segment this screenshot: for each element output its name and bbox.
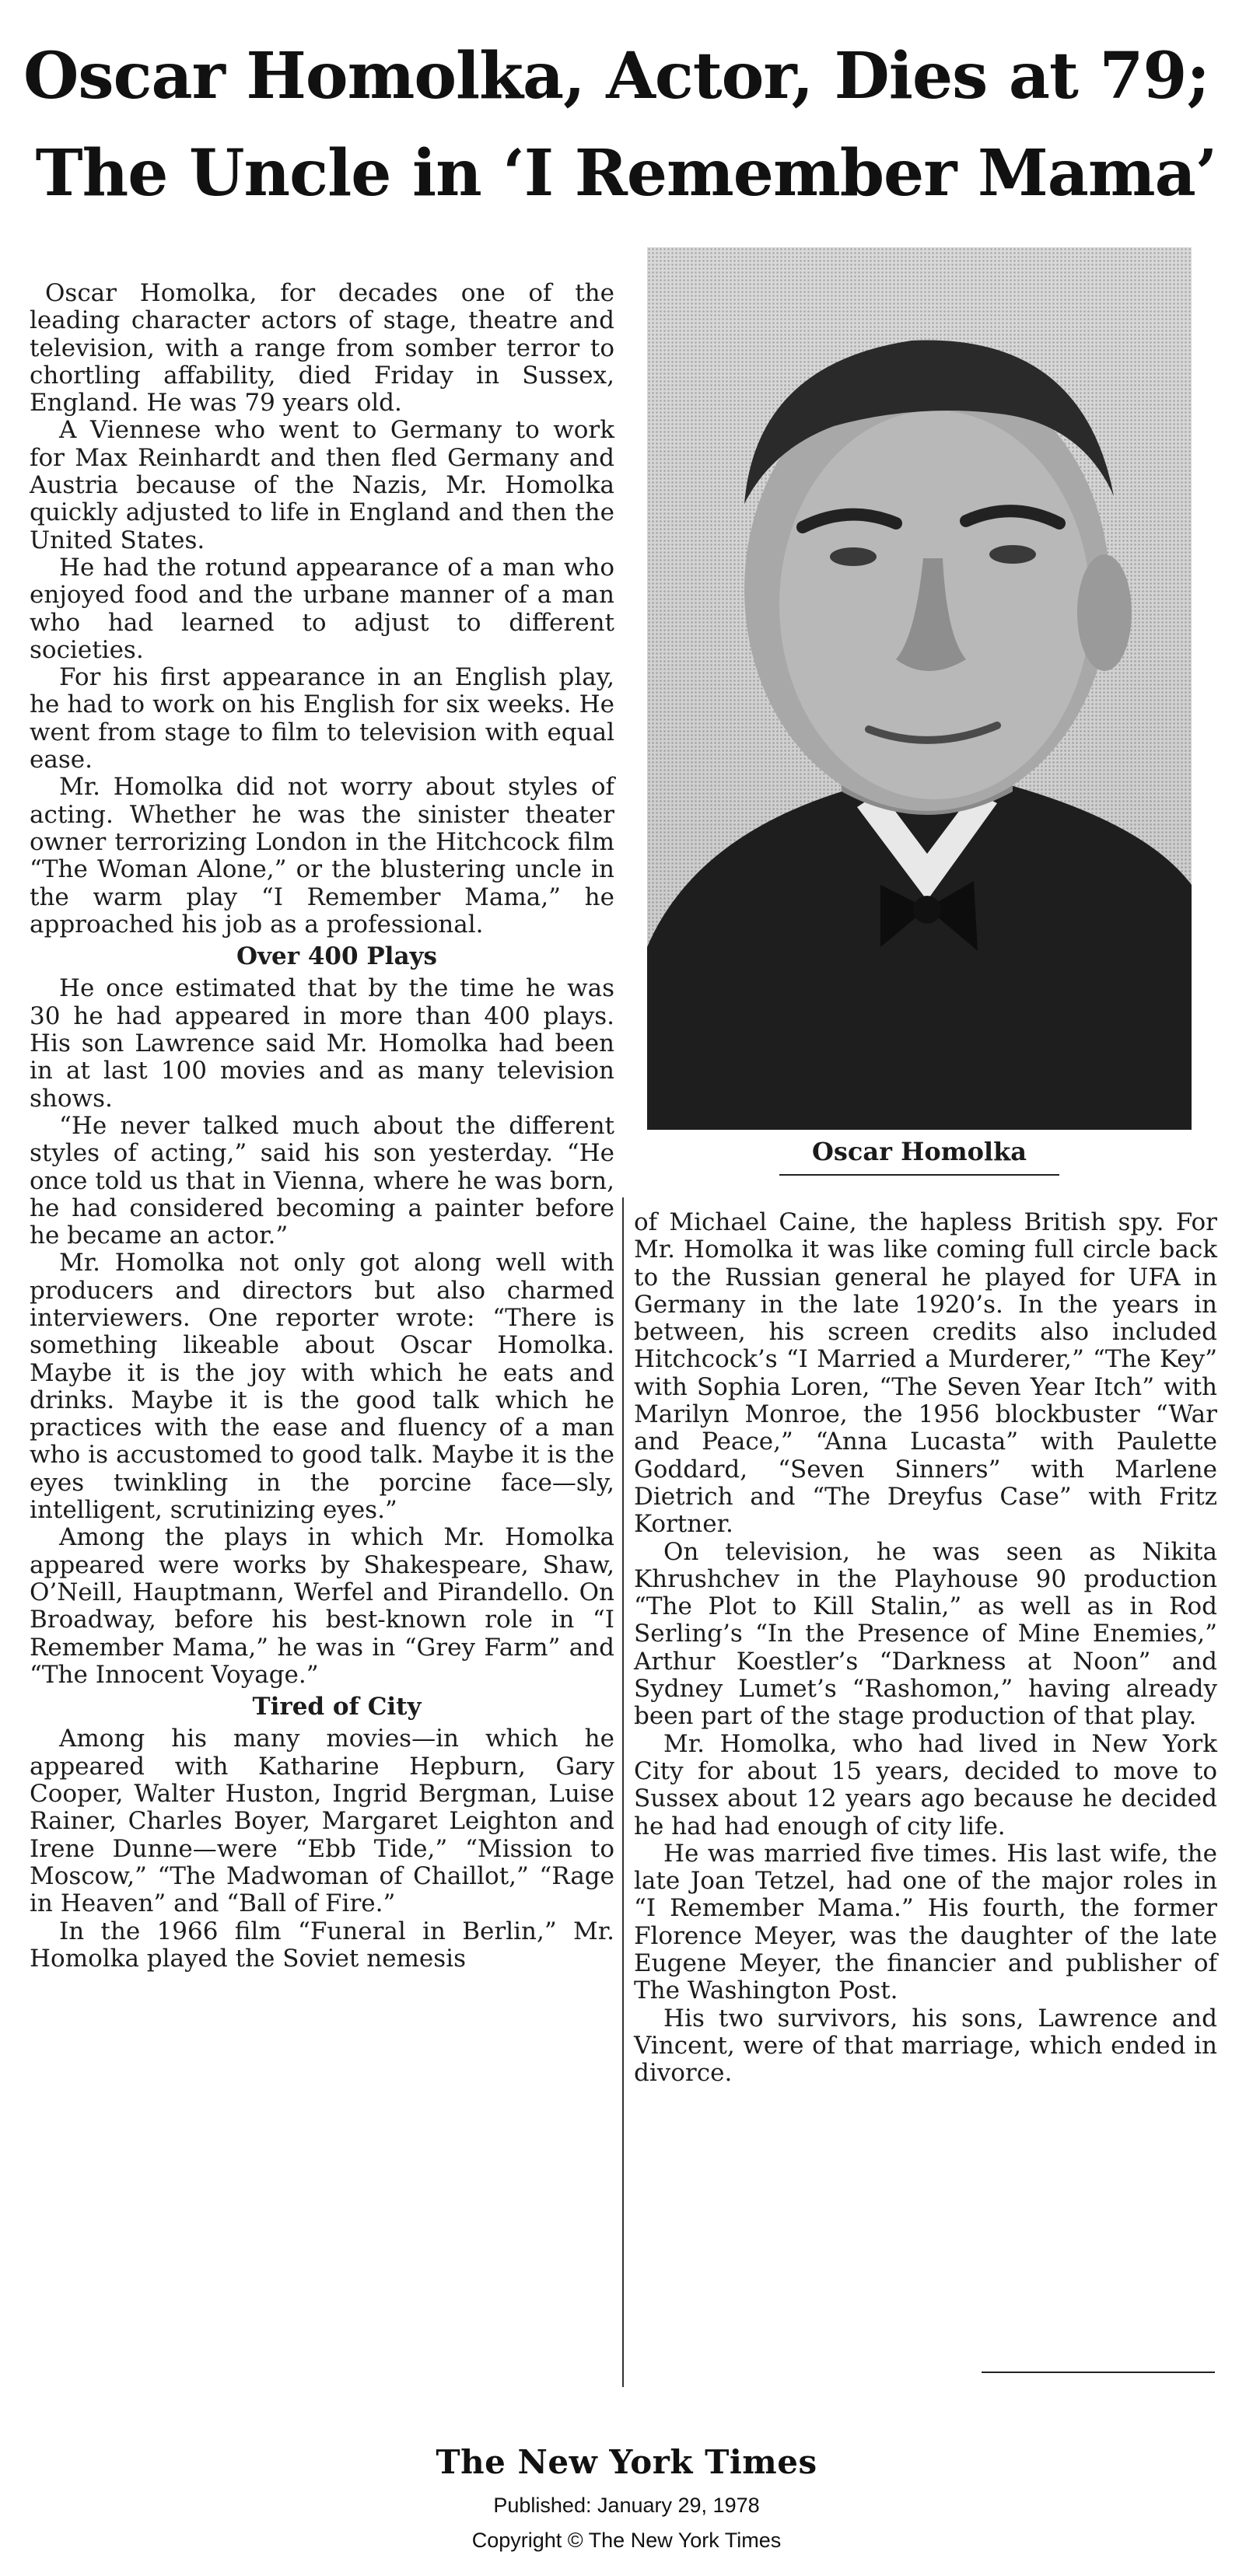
portrait-illustration xyxy=(647,247,1192,1130)
paragraph: He had the rotund appearance of a man who enjoyed food and the urbane manner of a man who had learned to adjust to different societies. xyxy=(30,553,614,664)
paragraph: “He never talked much about the different styles of acting,” said his son yesterday. “He once told us that in Vienna, where he was born, he had considered becoming a painter before he became an actor.” xyxy=(30,1111,614,1250)
paragraph: Mr. Homolka, who had lived in New York City for about 15 years, decided to move to Sussex about 12 years ago because he decided he had had enough of city life. xyxy=(634,1729,1217,1840)
paragraph: Among the plays in which Mr. Homolka appeared were works by Shakespeare, Shaw, O’Neill, Hauptmann, Werfel and Pirandello. On Broadway, before his best-known role in “I Remember Mama,” he was in “Grey Farm” and “The Innocent Voyage.” xyxy=(30,1523,614,1689)
paragraph: Mr. Homolka did not worry about styles of acting. Whether he was the sinister theater owner terrorizing London in the Hitchcock film “The Woman Alone,” or the blustering uncle in the warm play “I Remember Mama,” he approached his job as a professional. xyxy=(30,773,614,938)
photo-caption: Oscar Homolka xyxy=(812,1137,1027,1166)
paragraph: His two survivors, his sons, Lawrence and Vincent, were of that marriage, which ended in divorce. xyxy=(634,2004,1217,2088)
caption-rule xyxy=(779,1174,1059,1176)
article-column-1 xyxy=(30,280,614,2395)
paragraph: In the 1966 film “Funeral in Berlin,” Mr. Homolka played the Soviet nemesis xyxy=(30,1917,614,1973)
paragraph: Oscar Homolka, for decades one of the leading character actors of stage, theatre and television, with a range from somber terror to chortling affability, died Friday in Sussex, England. He was 79 years old. xyxy=(30,279,614,418)
paragraph: He was married five times. His last wife, the late Joan Tetzel, had one of the major roles in “I Remember Mama.” His fourth, the former Florence Meyer, was the daughter of the late Eugene Meyer, the financier and publisher of The Washington Post. xyxy=(634,1839,1217,2005)
copyright-notice: Copyright © The New York Times xyxy=(471,2529,782,2552)
headline-line-1: Oscar Homolka, Actor, Dies at 79; xyxy=(23,39,1209,114)
article-end-rule xyxy=(982,2372,1215,2373)
nyt-logo: The New York Times xyxy=(436,2443,817,2481)
paragraph: For his first appearance in an English play, he had to work on his English for six weeks. He went from stage to film to television with equal ease. xyxy=(30,663,614,774)
paragraph: A Viennese who went to Germany to work for Max Reinhardt and then fled Germany and Austria because of the Nazis, Mr. Homolka quickly adjusted to life in England and then the United States. xyxy=(30,416,614,554)
headline-line-2: The Uncle in ‘I Remember Mama’ xyxy=(35,136,1217,211)
paragraph: Among his many movies—in which he appeared with Katharine Hepburn, Gary Cooper, Walter Huston, Ingrid Bergman, Luise Rainer, Charles Boyer, Margaret Leighton and Irene Dunne—were “Ebb Tide,” “Mission to Moscow,” “The Madwoman of Chaillot,” “Rage in Heaven” and “Ball of Fire.” xyxy=(30,1725,614,1918)
column-divider xyxy=(622,1197,624,2387)
paragraph: He once estimated that by the time he was 30 he had appeared in more than 400 plays. His son Lawrence said Mr. Homolka had been in at last 100 movies and as many television shows. xyxy=(30,974,614,1113)
article-column-2 xyxy=(634,1209,1217,2088)
published-date: Published: January 29, 1978 xyxy=(493,2494,760,2517)
portrait-photo xyxy=(647,247,1192,1130)
paragraph: of Michael Caine, the hapless British spy. For Mr. Homolka it was like coming full circle back to the Russian general he played for UFA in Germany in the late 1920’s. In the years in between, his screen credits also included Hitchcock’s “I Married a Murderer,” “The Key” with Sophia Loren, “The Seven Year Itch” with Marilyn Monroe, the 1956 blockbuster “War and Peace,” “Anna Lucasta” with Paulette Goddard, “Seven Sinners” with Marlene Dietrich and “The Dreyfus Case” with Fritz Kortner. xyxy=(634,1208,1217,1539)
paragraph: Mr. Homolka not only got along well with producers and directors but also charmed interviewers. One reporter wrote: “There is something likeable about Oscar Homolka. Maybe it is the joy with which he eats and drinks. Maybe it is the good talk which he practices with the ease and fluency of a man who is accustomed to good talk. Maybe it is the eyes twinkling in the porcine face—sly, intelligent, scrutinizing eyes.” xyxy=(30,1249,614,1525)
subhead-tired-of-city: Tired of City xyxy=(252,1693,422,1721)
paragraph: On television, he was seen as Nikita Khrushchev in the Playhouse 90 production “The Plot to Kill Stalin,” as well as in Rod Serling’s “In the Presence of Mine Enemies,” Arthur Koestler’s “Darkness at Noon” and Sydney Lumet’s “Rashomon,” having already been part of the stage production of that play. xyxy=(634,1537,1217,1731)
subhead-over-400-plays: Over 400 Plays xyxy=(236,942,437,971)
